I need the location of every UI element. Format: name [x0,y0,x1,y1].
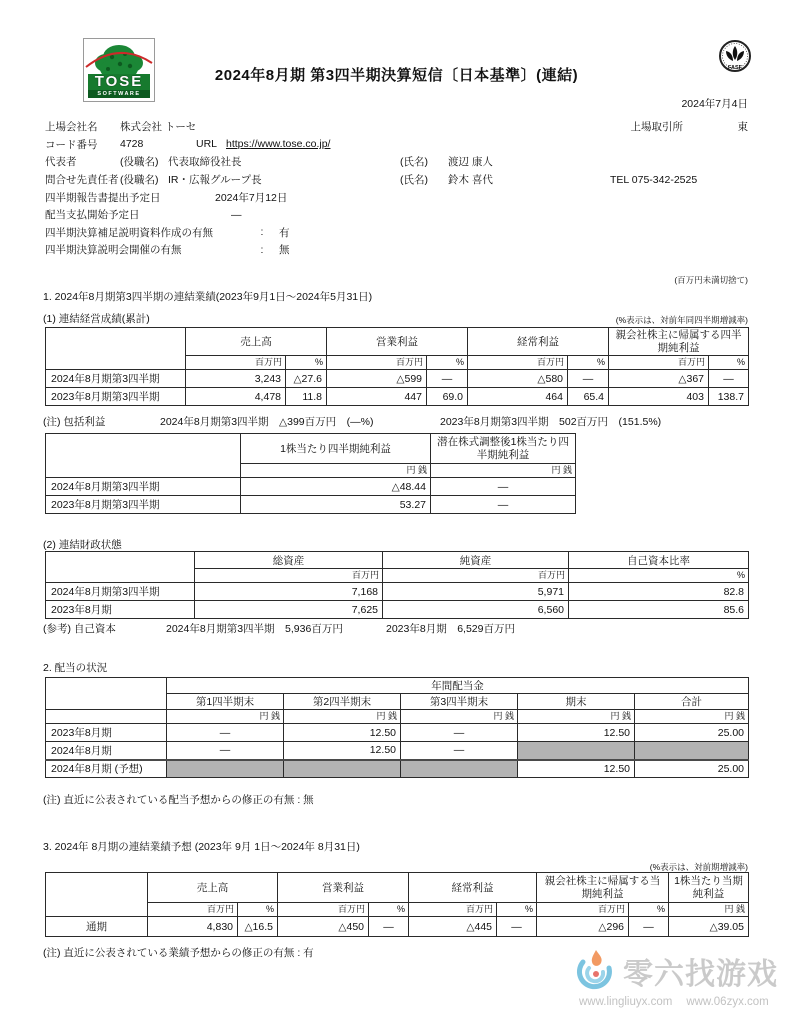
contact-title-label: (役職名) [120,174,159,187]
dividend-header-q2: 第2四半期末 [284,694,401,710]
cell: — [568,370,609,388]
dividend-span-header: 年間配当金 [167,678,749,694]
cell: 5,971 [383,583,569,601]
unit-cell: 円 銭 [284,710,401,724]
cell: 447 [327,388,427,406]
cell: — [401,742,518,760]
results-header-row [46,328,749,356]
fasf-label: FASF [727,65,743,71]
page-title: 2024年8月期 第3四半期決算短信〔日本基準〕(連結) [214,67,579,84]
rounding-note: (百万円未満切捨て) [674,275,748,285]
company-url-link[interactable]: https://www.tose.co.jp/ [226,138,331,151]
eps-header: 1株当たり四半期純利益 [241,434,431,464]
dividend-start-label: 配当支払開始予定日 [45,209,140,222]
cell: △48.44 [241,478,431,496]
forecast-corner-cell [46,873,148,917]
position-header-ratio: 自己資本比率 [569,552,749,569]
section2-heading: 2. 配当の状況 [43,662,108,674]
cell: — [431,478,576,496]
dividend-header-total: 合計 [635,694,749,710]
url-label: URL [196,138,218,151]
row-label: 2023年8月期 [46,601,195,619]
eps-header-row [46,434,576,464]
forecast-note: (注) 直近に公表されている業績予想からの修正の有無 : 有 [43,947,314,959]
cell: 85.6 [569,601,749,619]
forecast-header-sales: 売上高 [148,873,278,903]
position-corner-cell [46,552,195,583]
cell: 138.7 [709,388,749,406]
info-row-code [45,136,748,154]
forecast-header-eps: 1株当たり当期純利益 [669,873,749,903]
cell: 12.50 [284,742,401,760]
cell: △599 [327,370,427,388]
supplement-colon: : [260,226,264,239]
row-label: 2024年8月期第3四半期 [46,478,241,496]
unit-cell: 百万円 [609,356,709,370]
unit-cell: 百万円 [186,356,286,370]
company-info [45,118,748,259]
row-label: 2023年8月期第3四半期 [46,496,241,514]
cell: 3,243 [186,370,286,388]
cell: 65.4 [568,388,609,406]
eps-row-2023 [46,496,576,514]
section3-heading: 3. 2024年 8月期の連結業績予想 (2023年 9月 1日～2024年 8月31日) [43,841,360,853]
section3-note-right: (%表示は、対前期増減率) [649,862,748,872]
unit-cell: 円 銭 [241,464,431,478]
unit-cell: % [427,356,468,370]
unit-spacer [46,710,167,724]
results-header-ord: 経常利益 [468,328,609,356]
exchange-label: 上場取引所 [630,121,683,134]
cell: — [401,724,518,742]
rep-label: 代表者 [45,156,77,169]
results-row-2024 [46,370,749,388]
cell: 11.8 [286,388,327,406]
unit-cell: 円 銭 [669,903,749,917]
forecast-row-fullyear [46,917,749,937]
position-header-assets: 総資産 [195,552,383,569]
cell: △39.05 [669,917,749,937]
info-row-dividend-start [45,206,748,224]
contact-label: 問合せ先責任者 [45,174,119,187]
unit-cell: % [569,569,749,583]
note-label: (参考) 自己資本 [43,623,116,635]
eps-diluted-header: 潜在株式調整後1株当たり四半期純利益 [431,434,576,464]
dividend-start-value: — [231,208,242,221]
info-row-briefing [45,241,748,259]
rep-name-label: (氏名) [400,156,428,169]
row-label: 2024年8月期 (予想) [46,760,167,778]
cell: 25.00 [635,760,749,778]
dividend-row-2023 [46,724,749,742]
unit-cell: % [286,356,327,370]
unit-cell: 百万円 [327,356,427,370]
forecast-header-net: 親会社株主に帰属する当期純利益 [537,873,669,903]
note-part1: 2024年8月期第3四半期 △399百万円 (—%) [160,416,374,428]
telephone: TEL 075-342-2525 [610,173,698,186]
info-row-report-date [45,188,748,206]
logo-software-text: SOFTWARE [88,90,150,98]
unit-cell: 円 銭 [518,710,635,724]
code-value: 4728 [120,138,144,151]
info-row-contact [45,171,748,189]
rep-name-value: 渡辺 康人 [448,156,493,169]
cell: 69.0 [427,388,468,406]
dividend-unit-row [46,710,749,724]
unit-cell: % [629,903,669,917]
contact-name-label: (氏名) [400,174,428,187]
cell-gray [518,742,635,760]
cell-gray [401,760,518,778]
section1-heading: 1. 2024年8月期第3四半期の連結業績(2023年9月1日～2024年5月31日) [43,291,373,303]
document-date: 2024年7月4日 [681,98,748,110]
note-part2: 2023年8月期第3四半期 502百万円 (151.5%) [440,416,662,428]
forecast-header-ord: 経常利益 [409,873,537,903]
exchange-value: 東 [737,121,748,134]
unit-cell: % [238,903,278,917]
cell: — [369,917,409,937]
unit-cell: % [568,356,609,370]
row-label: 2023年8月期 [46,724,167,742]
results-header-op: 営業利益 [327,328,468,356]
row-label: 2024年8月期第3四半期 [46,583,195,601]
comprehensive-income-note [43,414,661,429]
dividend-row-forecast [46,760,749,778]
cell: — [167,742,284,760]
contact-name-value: 鈴木 喜代 [448,174,493,187]
unit-cell: 百万円 [409,903,497,917]
eps-table [45,433,576,514]
info-row-listed-name [45,118,748,136]
supplement-value: 有 [279,226,290,239]
results-header-sales: 売上高 [186,328,327,356]
cell: — [167,724,284,742]
cell: 464 [468,388,568,406]
financial-position-table [45,551,749,619]
unit-cell: 円 銭 [167,710,284,724]
note-part1: 2024年8月期第3四半期 5,936百万円 [166,623,343,635]
unit-cell: 円 銭 [401,710,518,724]
forecast-unit-row [46,903,749,917]
results-row-2023 [46,388,749,406]
row-label: 2024年8月期 [46,742,167,760]
unit-cell: 百万円 [278,903,369,917]
unit-cell: 百万円 [195,569,383,583]
watermark-url-2: www.06zyx.com [686,996,769,1008]
cell: 82.8 [569,583,749,601]
eps-row-2024 [46,478,576,496]
note-part2: 2023年8月期 6,529百万円 [386,623,515,635]
forecast-header-row [46,873,749,903]
note-label: (注) 包括利益 [43,416,106,428]
dividend-corner-cell [46,678,167,710]
cell: △445 [409,917,497,937]
unit-cell: 円 銭 [431,464,576,478]
cell: — [497,917,537,937]
cell-gray [635,742,749,760]
dividend-row-2024 [46,742,749,760]
dividend-span-header-row [46,678,749,694]
unit-cell: % [369,903,409,917]
cell: △450 [278,917,369,937]
cell: — [431,496,576,514]
position-row-2024 [46,583,749,601]
briefing-value: 無 [279,244,290,257]
eps-corner-cell [46,434,241,478]
dividend-table [45,677,749,778]
cell: 4,478 [186,388,286,406]
cell: — [427,370,468,388]
watermark [573,948,791,1008]
position-row-2023 [46,601,749,619]
code-label: コード番号 [45,138,98,151]
section1-sub1-note: (%表示は、対前年同四半期増減率) [615,315,748,325]
briefing-label: 四半期決算説明会開催の有無 [45,244,182,257]
row-label: 2023年8月期第3四半期 [46,388,186,406]
position-header-netassets: 純資産 [383,552,569,569]
forecast-header-op: 営業利益 [278,873,409,903]
cell: 7,625 [195,601,383,619]
cell-gray [284,760,401,778]
cell: △580 [468,370,568,388]
info-row-supplement [45,224,748,242]
briefing-colon: : [260,243,264,256]
results-corner-cell [46,328,186,370]
row-label: 通期 [46,917,148,937]
forecast-table [45,872,749,937]
section1-sub2-heading: (2) 連結財政状態 [43,539,122,551]
rep-title-value: 代表取締役社長 [168,156,242,169]
cell: 6,560 [383,601,569,619]
position-header-row [46,552,749,569]
listed-name-value: 株式会社 トーセ [120,121,197,134]
cell: 53.27 [241,496,431,514]
watermark-logo-icon [573,948,619,994]
watermark-text: 零六找游戏 [623,958,778,991]
cell: 25.00 [635,724,749,742]
logo-tose-text: TOSE [88,74,150,90]
cell: △367 [609,370,709,388]
cell: — [709,370,749,388]
dividend-header-q1: 第1四半期末 [167,694,284,710]
row-label: 2024年8月期第3四半期 [46,370,186,388]
unit-cell: 円 銭 [635,710,749,724]
cell: 7,168 [195,583,383,601]
dividend-note: (注) 直近に公表されている配当予想からの修正の有無 : 無 [43,794,314,806]
cell: △296 [537,917,629,937]
equity-reference-note [43,621,515,636]
section1-sub1-heading: (1) 連結経営成績(累計) [43,313,150,325]
unit-cell: % [709,356,749,370]
unit-cell: % [497,903,537,917]
unit-cell: 百万円 [383,569,569,583]
unit-cell: 百万円 [537,903,629,917]
unit-cell: 百万円 [148,903,238,917]
cell: △27.6 [286,370,327,388]
report-date-value: 2024年7月12日 [215,191,288,204]
supplement-label: 四半期決算補足説明資料作成の有無 [45,226,213,239]
cell: 4,830 [148,917,238,937]
listed-name-label: 上場会社名 [45,121,98,134]
cell-gray [167,760,284,778]
rep-title-label: (役職名) [120,156,159,169]
dividend-header-q3: 第3四半期末 [401,694,518,710]
cell: — [629,917,669,937]
fasf-mark-icon [716,38,754,82]
results-header-net: 親会社株主に帰属する四半期純利益 [609,328,749,356]
unit-cell: 百万円 [468,356,568,370]
report-date-label: 四半期報告書提出予定日 [45,191,161,204]
results-table [45,327,749,406]
contact-title-value: IR・広報グループ長 [168,174,262,187]
cell: △16.5 [238,917,278,937]
watermark-url-1: www.lingliuyx.com [579,996,673,1008]
cell: 12.50 [284,724,401,742]
info-row-representative [45,153,748,171]
cell: 12.50 [518,724,635,742]
cell: 12.50 [518,760,635,778]
dividend-header-ye: 期末 [518,694,635,710]
cell: 403 [609,388,709,406]
